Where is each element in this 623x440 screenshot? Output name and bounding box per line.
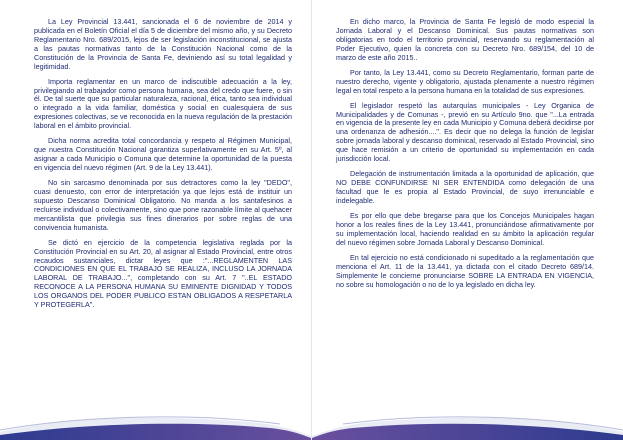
footer-swoosh-graphic <box>0 404 623 440</box>
left-column <box>34 18 292 316</box>
right-paragraph-3: El legislador respetó las autarquías municipales - Ley Organica de Municipalidades y de Comunas -, previó en su Artículo 9no. que "...La entrada en vigencia de la presente ley en cada Municipio y Comuna deberá decidirse por una ordenanza de adhesión....". Es decir que no delega la función de legislar sobre jornada laboral y descanso dominical, reservado al Estado Provincial, sino que hace remisión a un criterio de oportunidad su implementación en cada jurisdicción local. <box>336 100 594 164</box>
right-paragraph-5: Es por ello que debe bregarse para que los Concejos Municipales hagan honor a los reales fines de la Ley 13.441, pronunciándose afirmativamente por su implementación local, haciendo realidad en su ámbito la aplicación regular del nuevo régimen sobre Jornada Laboral y Descanso Dominical. <box>336 210 594 247</box>
left-paragraph-5: Se dictó en ejercicio de la competencia legislativa reglada por la Constitución Provincial en su Art. 20, al asignar al Estado Provincial, entre otros recaudos sustanciales, dictar leyes que :"...REGLAMENTEN LAS CONDICIONES EN QUE EL TRABAJO SE REALIZA, INCLUSO LA JORNADA LABORAL DE TRABAJO...", completando con su Art. 7 "..EL ESTADO RECONOCE A LA PERSONA HUMANA SU EMINENTE DIGNIDAD Y TODOS LOS ORGANOS DEL PODER PUBLICO ESTAN OBLIGADOS A RESPETARLA Y PROTEGERLA". <box>34 237 292 310</box>
left-paragraph-3: Dicha norma acredita total concordancia y respeto al Régimen Municipal, que nuestra Constitución Nacional garantiza superlativamente en su Art. 5º, al asignar a cada Municipio o Comuna que determine la oportunidad de la puesta en vigencia del nuevo régimen (Art. 9 de la Ley 13.441). <box>34 136 292 172</box>
right-paragraph-2: Por tanto, la Ley 13.441, como su Decreto Reglamentario, forman parte de nuestro derecho, vigente y obligatorio, ajustada plenamente a nuestro régimen legal en total respeto a la persona humana en la totalidad de sus expresiones. <box>336 67 594 95</box>
left-paragraph-4: No sin sarcasmo denominada por sus detractores como la ley "DEDO", cuasi denuesto, con error de interpretación ya que lejos está de instituir un supuesto Descanso Dominical Obligatorio. No manda a los santafesinos a recluirse individual o colectivamente, sino que pone razonable límite al quehacer mercantilista que privilegia sus fines dinerarios por sobre reglas de una convivencia humanista. <box>34 178 292 232</box>
right-paragraph-4: Delegación de instrumentación limitada a la oportunidad de aplicación, que NO DEBE CONFUNDIRSE NI SER ENTENDIDA como delegación de una facultad que le es propia al Estado Provincial, de suyo irrenunciable e indelegable. <box>336 169 594 205</box>
right-column <box>336 18 594 296</box>
column-divider <box>311 0 312 440</box>
right-paragraph-6: En tal ejercicio no está condicionado ni supeditado a la reglamentación que menciona el Art. 11 de la 13.441, ya dictada con el citado Decreto 689/14. Simplemente le concierne pronunciarse SOBRE LA ENTRADA EN VIGENCIA, no sobre su homologación o no de lo ya legislado en dicha ley. <box>336 252 594 289</box>
left-paragraph-2: Importa reglamentar en un marco de indiscutible adecuación a la ley, privilegiando al trabajador como persona humana, sea del credo que fuere, o sin él. De tal suerte que su particular naturaleza, racional, ética, tanto sea individual o integrado a la vida familiar, doméstica y social en cualesquiera de sus expresiones colectivas, se ve reconocida en la nueva regulación de la prestación laboral en el ámbito provincial. <box>34 76 292 131</box>
decorative-footer <box>0 404 623 440</box>
right-paragraph-1: En dicho marco, la Provincia de Santa Fe legisló de modo especial la Jornada Laboral y el Descanso Dominical. Sus pautas normativas son obligatorias en todo el territorio provincial, reservando su reglamentación al Poder Ejecutivo, quien la concreta con su Decreto Nro. 689/154, del 10 de marzo de este año 2015.. <box>336 17 594 62</box>
left-paragraph-1: La Ley Provincial 13.441, sancionada el 6 de noviembre de 2014 y publicada en el Boletín Oficial el día 5 de diciembre del mismo año, y su Decreto Reglamentario Nro. 689/2015, lejos de ser legislación inconstitucional, se ajusta a las pautas normativas tanto de la Constitución Nacional como de la Constitución de la Provincia de Santa Fe, deviniendo así su total legalidad y legitimidad. <box>34 17 292 71</box>
